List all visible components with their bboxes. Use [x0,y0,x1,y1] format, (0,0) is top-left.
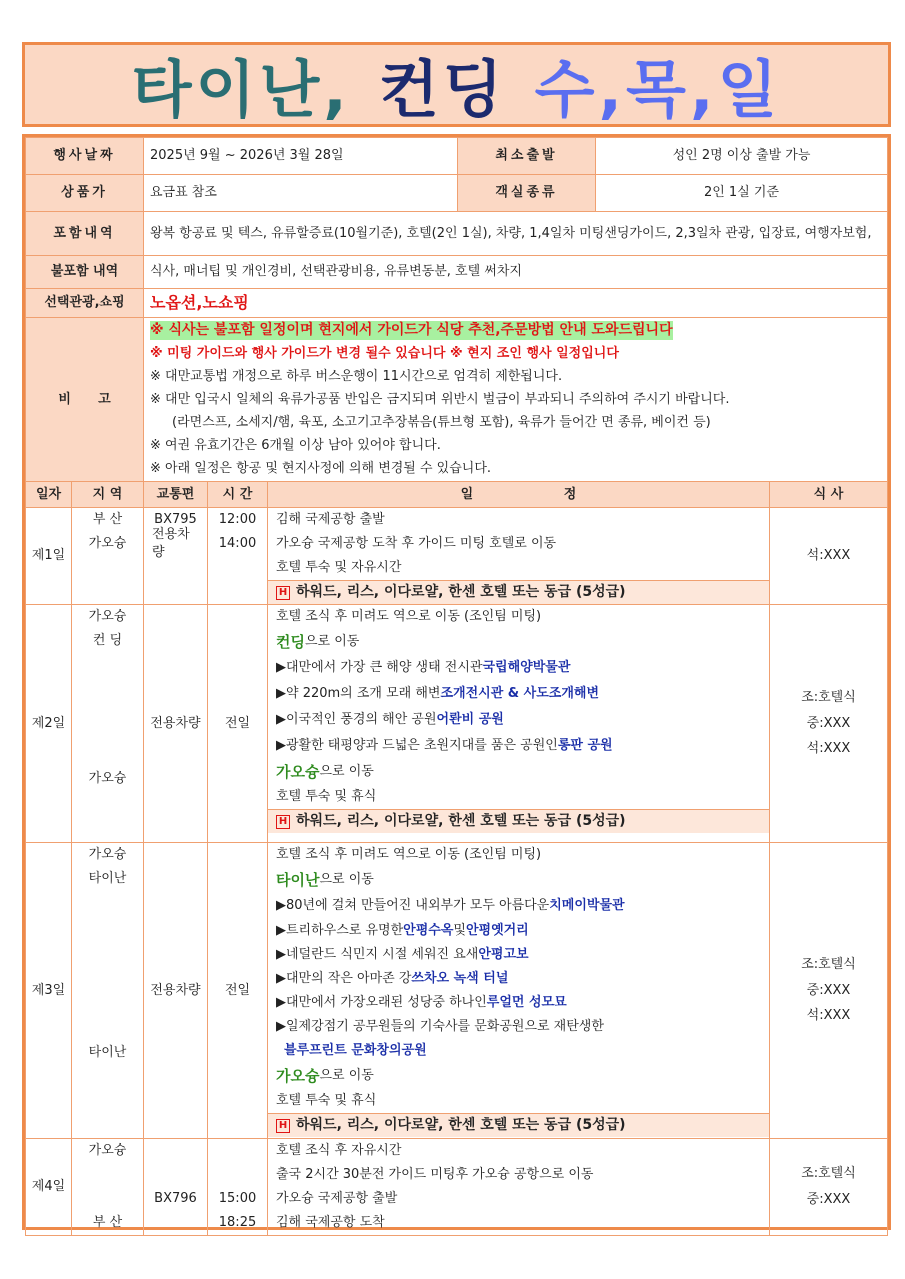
schedule-line: 호텔 조식 후 자유시간 [276,1143,402,1159]
schedule-line: ▶대만에서 가장 큰 해양 생태 전시관 국립해양박물관 [276,660,571,676]
schedule-line: 컨딩 으로 이동 [276,632,360,651]
header-region: 지 역 [72,482,144,508]
min-departure-value: 성인 2명 이상 출발 가능 [596,138,888,175]
schedule-cell [268,843,770,1139]
schedule-line: 호텔 투숙 및 휴식 [276,1093,377,1109]
hotel-icon: H [276,586,290,600]
min-departure-label: 최소출발 [458,138,596,175]
schedule-line: 호텔 조식 후 미려도 역으로 이동 (조인팀 미팅) [276,609,542,625]
included-value: 왕복 항공료 및 텍스, 유류할증료(10월기준), 호텔(2인 1실), 차량, 1,4일차 미팅샌딩가이드, 2,3일차 관광, 입장료, 여행자보험, [144,212,888,256]
header-schedule: 일 정 [268,482,770,508]
notes-label: 비 고 [26,318,144,482]
note-line: ※ 여권 유효기간은 6개월 이상 남아 있어야 합니다. [150,437,441,453]
meal-cell: 석:XXX [770,508,888,605]
schedule-line: ▶대만의 작은 아마존 강 쓰차오 녹색 터널 [276,971,509,987]
schedule-table [25,481,888,1236]
date-value: 2025년 9월 ~ 2026년 3월 28일 [144,138,458,175]
schedule-line: 타이난 으로 이동 [276,870,374,889]
schedule-line: 가오슝 국제공항 출발 [276,1191,398,1207]
day-row-3 [26,843,888,1139]
time-cell: 전일 [208,843,268,1139]
day-label: 제1일 [26,508,72,605]
schedule-line: ▶네덜란드 식민지 시절 세워진 요새 안평고보 [276,947,529,963]
time-cell: 15:00 18:25 [208,1139,268,1236]
region-cell: 가오슝 타이난 타이난 [72,843,144,1139]
note-line: ※ 대만 입국시 일체의 육류가공품 반입은 금지되며 위반시 벌금이 부과되니 주의하여 주시기 바랍니다. [150,391,730,407]
excluded-value: 식사, 매너팁 및 개인경비, 선택관광비용, 유류변동분, 호텔 써차지 [144,256,888,289]
day-row-2 [26,605,888,843]
schedule-line: 호텔 조식 후 미려도 역으로 이동 (조인팀 미팅) [276,847,542,863]
info-table [25,137,888,482]
hotel-line: H 하워드, 리스, 이다로얄, 한센 호텔 또는 동급 (5성급) [268,809,769,833]
schedule-line: ▶약 220m의 조개 모래 해변 조개전시관 & 사도조개해변 [276,686,599,702]
meal-cell: 조:호텔식 중:XXX 석:XXX [770,843,888,1139]
included-label: 포함내역 [26,212,144,256]
itinerary-box [22,134,891,1230]
note-line: ※ 식사는 불포함 일정이며 현지에서 가이드가 식당 추천,주문방법 안내 도와드립니다 [150,322,673,339]
region-cell: 가오슝 컨 딩 가오슝 [72,605,144,843]
region-cell: 가오슝 부 산 [72,1139,144,1236]
schedule-line: ▶이국적인 풍경의 해안 공원 어롼비 공원 [276,712,504,728]
transport-cell: 전용차량 [144,843,208,1139]
hotel-line: H 하워드, 리스, 이다로얄, 한센 호텔 또는 동급 (5성급) [268,1113,769,1137]
transport-cell: BX796 [144,1139,208,1236]
note-line: ※ 미팅 가이드와 행사 가이드가 변경 될수 있습니다 ※ 현지 조인 행사 일정입니다 [150,345,619,361]
schedule-cell [268,605,770,843]
schedule-line: 호텔 투숙 및 자유시간 [276,560,402,576]
room-type-label: 객실종류 [458,175,596,212]
schedule-line: 호텔 투숙 및 휴식 [276,789,377,805]
schedule-line: ▶일제강점기 공무원들의 기숙사를 문화공원으로 재탄생한 [276,1019,604,1035]
region-cell: 부 산 가오슝 [72,508,144,605]
transport-cell: BX795 전용차량 [144,508,208,605]
hotel-icon: H [276,1119,290,1133]
schedule-line: ▶광활한 태평양과 드넓은 초원지대를 품은 공원인 롱판 공원 [276,738,613,754]
option-shopping-value: 노옵션,노쇼핑 [144,289,888,318]
header-time: 시 간 [208,482,268,508]
date-label: 행사날짜 [26,138,144,175]
meal-cell: 조:호텔식 중:XXX [770,1139,888,1236]
time-cell: 12:00 14:00 [208,508,268,605]
schedule-line: 김해 국제공항 출발 [276,512,385,528]
hotel-icon: H [276,815,290,829]
room-type-value: 2인 1실 기준 [596,175,888,212]
schedule-line: ▶80년에 걸쳐 만들어진 내외부가 모두 아름다운 치메이박물관 [276,898,625,914]
schedule-line: 가오슝 국제공항 도착 후 가이드 미팅 호텔로 이동 [276,536,557,552]
option-shopping-label: 선택관광,쇼핑 [26,289,144,318]
day-label: 제4일 [26,1139,72,1236]
title-part-2: 컨딩 [378,53,507,126]
day-label: 제2일 [26,605,72,843]
note-line: ※ 대만교통법 개정으로 하루 버스운행이 11시간으로 엄격히 제한됩니다. [150,368,563,384]
schedule-cell [268,508,770,605]
header-transport: 교통편 [144,482,208,508]
schedule-line: 가오슝 으로 이동 [276,762,374,781]
schedule-line: 김해 국제공항 도착 [276,1215,385,1231]
excluded-label: 불포함 내역 [26,256,144,289]
time-cell: 전일 [208,605,268,843]
schedule-line: 가오슝 으로 이동 [276,1066,374,1085]
notes-cell [144,318,888,482]
title-part-1: 타이난, [131,53,351,126]
day-row-1 [26,508,888,605]
day-label: 제3일 [26,843,72,1139]
day-row-4 [26,1139,888,1236]
schedule-line: 출국 2시간 30분전 가이드 미팅후 가오슝 공항으로 이동 [276,1167,594,1183]
header-day: 일자 [26,482,72,508]
hotel-line: H 하워드, 리스, 이다로얄, 한센 호텔 또는 동급 (5성급) [268,580,769,604]
price-label: 상품가 [26,175,144,212]
header-meal: 식 사 [770,482,888,508]
title-part-3: 수,목,일 [534,53,782,126]
meal-cell: 조:호텔식 중:XXX 석:XXX [770,605,888,843]
schedule-line: ▶대만에서 가장오래된 성당중 하나인 루얼먼 성모묘 [276,995,567,1011]
transport-cell: 전용차량 [144,605,208,843]
schedule-line: 블루프린트 문화창의공원 [284,1043,427,1059]
note-line: ※ 아래 일정은 항공 및 현지사정에 의해 변경될 수 있습니다. [150,460,492,476]
title-banner [22,42,891,127]
price-value: 요금표 참조 [144,175,458,212]
schedule-line: ▶트리하우스로 유명한 안평수옥 및 안평옛거리 [276,923,529,939]
schedule-cell [268,1139,770,1236]
note-line: (라면스프, 소세지/햄, 육포, 소고기고추장볶음(튜브형 포함), 육류가 들어간 면 종류, 베이컨 등) [172,414,711,430]
